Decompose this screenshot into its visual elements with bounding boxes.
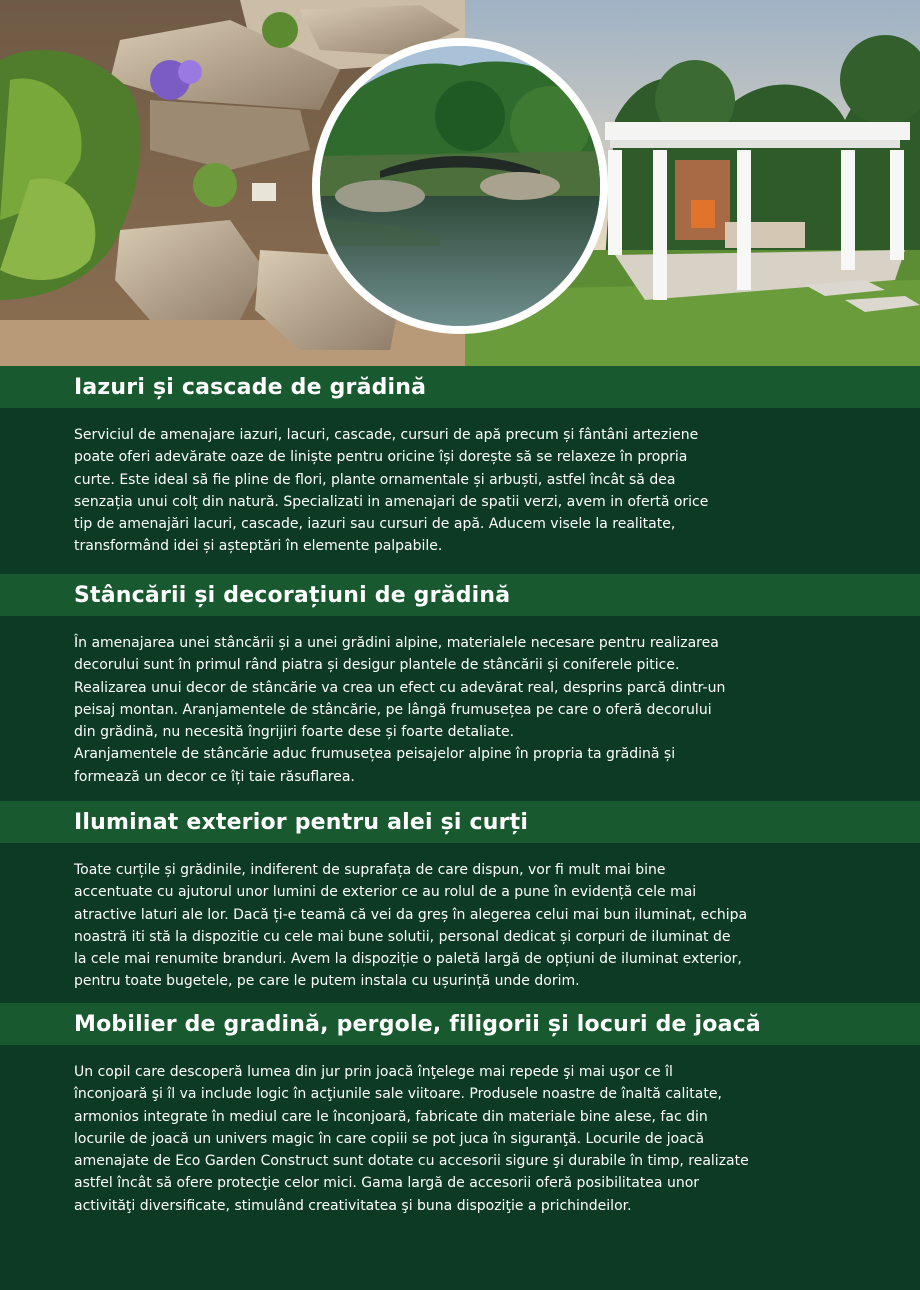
section-title-bar: [0, 1003, 920, 1045]
section-body: [0, 408, 920, 574]
pond-photo: [320, 46, 600, 326]
section-text: Un copil care descoperă lumea din jur prin joacă înţelege mai repede şi mai uşor ce îl înconjoară şi îl va include logic în acţiunile sale viitoare. Produsele noastre de înaltă calitate, armonios integrate în mediul care le înconjoară, fabricate din materiale bine alese, fac din locurile de joacă un univers magic în care copiii se pot juca în siguranţă. Locurile de joacă amenajate de Eco Garden Construct sunt dotate cu accesorii sigure şi durabile în timp, realizate astfel încât să ofere protecţie celor mici. Gama largă de accesorii oferă posibilitatea unor activităţi diversificate, stimulând creativitatea şi buna dispoziţie a prichindeilor.: [74, 1064, 749, 1214]
section-body: [0, 616, 920, 788]
section-text: Serviciul de amenajare iazuri, lacuri, cascade, cursuri de apă precum și fântâni arteziene poate oferi adevărate oaze de liniște pentru oricine își dorește să se relaxeze în propria curte. Este ideal să fie pline de flori, plante ornamentale și arbuști, astfel încât să dea senzația unui colț din natură. Specializati in amenajari de spatii verzi, avem in ofertă orice tip de amenajări lacuri, cascade, iazuri sau cursuri de apă. Aducem visele la realitate, transformând idei și așteptări în elemente palpabile.: [74, 427, 709, 555]
header-photo-collage: [0, 0, 920, 366]
section-outdoor-lighting: [0, 801, 920, 993]
section-text: În amenajarea unei stâncării și a unei grădini alpine, materialele necesare pentru realizarea decorului sunt în primul rând piatra și desigur plantele de stâncării și coniferele pitice. Realizarea unui decor de stâncărie va crea un efect cu adevărat real, desprins parcă dintr-un peisaj montan. Aranjamentele de stâncărie, pe lângă frumusețea pe care o oferă decorului din grădină, nu necesită îngrijiri foarte dese și foarte detaliate. Aranjamentele de stâncărie aduc frumusețea peisajelor alpine în propria ta grădină și formează un decor ce îți taie răsuflarea.: [74, 635, 726, 785]
section-rock-gardens: [0, 574, 920, 788]
section-title-bar: [0, 801, 920, 843]
section-title-bar: [0, 366, 920, 408]
section-ponds: [0, 366, 920, 574]
section-title: Iazuri și cascade de grădină: [74, 374, 427, 400]
section-body: [0, 843, 920, 993]
section-text: Toate curțile și grădinile, indiferent de suprafața de care dispun, vor fi mult mai bine accentuate cu ajutorul unor lumini de exterior ce au rolul de a pune în evidență cele mai atractive laturi ale lor. Dacă ți-e teamă că vei da greș în alegerea celui mai bun iluminat, echipa noastră iti stă la dispozitie cu cele mai bune solutii, personal dedicat și corpuri de iluminat de la cele mai renumite branduri. Avem la dispoziție o paletă largă de opțiuni de iluminat exterior, pentru toate bugetele, pe care le putem instala cu ușurință unde dorim.: [74, 862, 748, 990]
pond-photo-frame: [312, 38, 608, 334]
section-title-bar: [0, 574, 920, 616]
section-body: [0, 1045, 920, 1217]
section-title: Stâncării și decorațiuni de grădină: [74, 582, 511, 608]
section-garden-furniture: [0, 1003, 920, 1217]
section-title: Iluminat exterior pentru alei și curți: [74, 809, 529, 835]
section-title: Mobilier de gradină, pergole, filigorii și locuri de joacă: [74, 1011, 761, 1037]
